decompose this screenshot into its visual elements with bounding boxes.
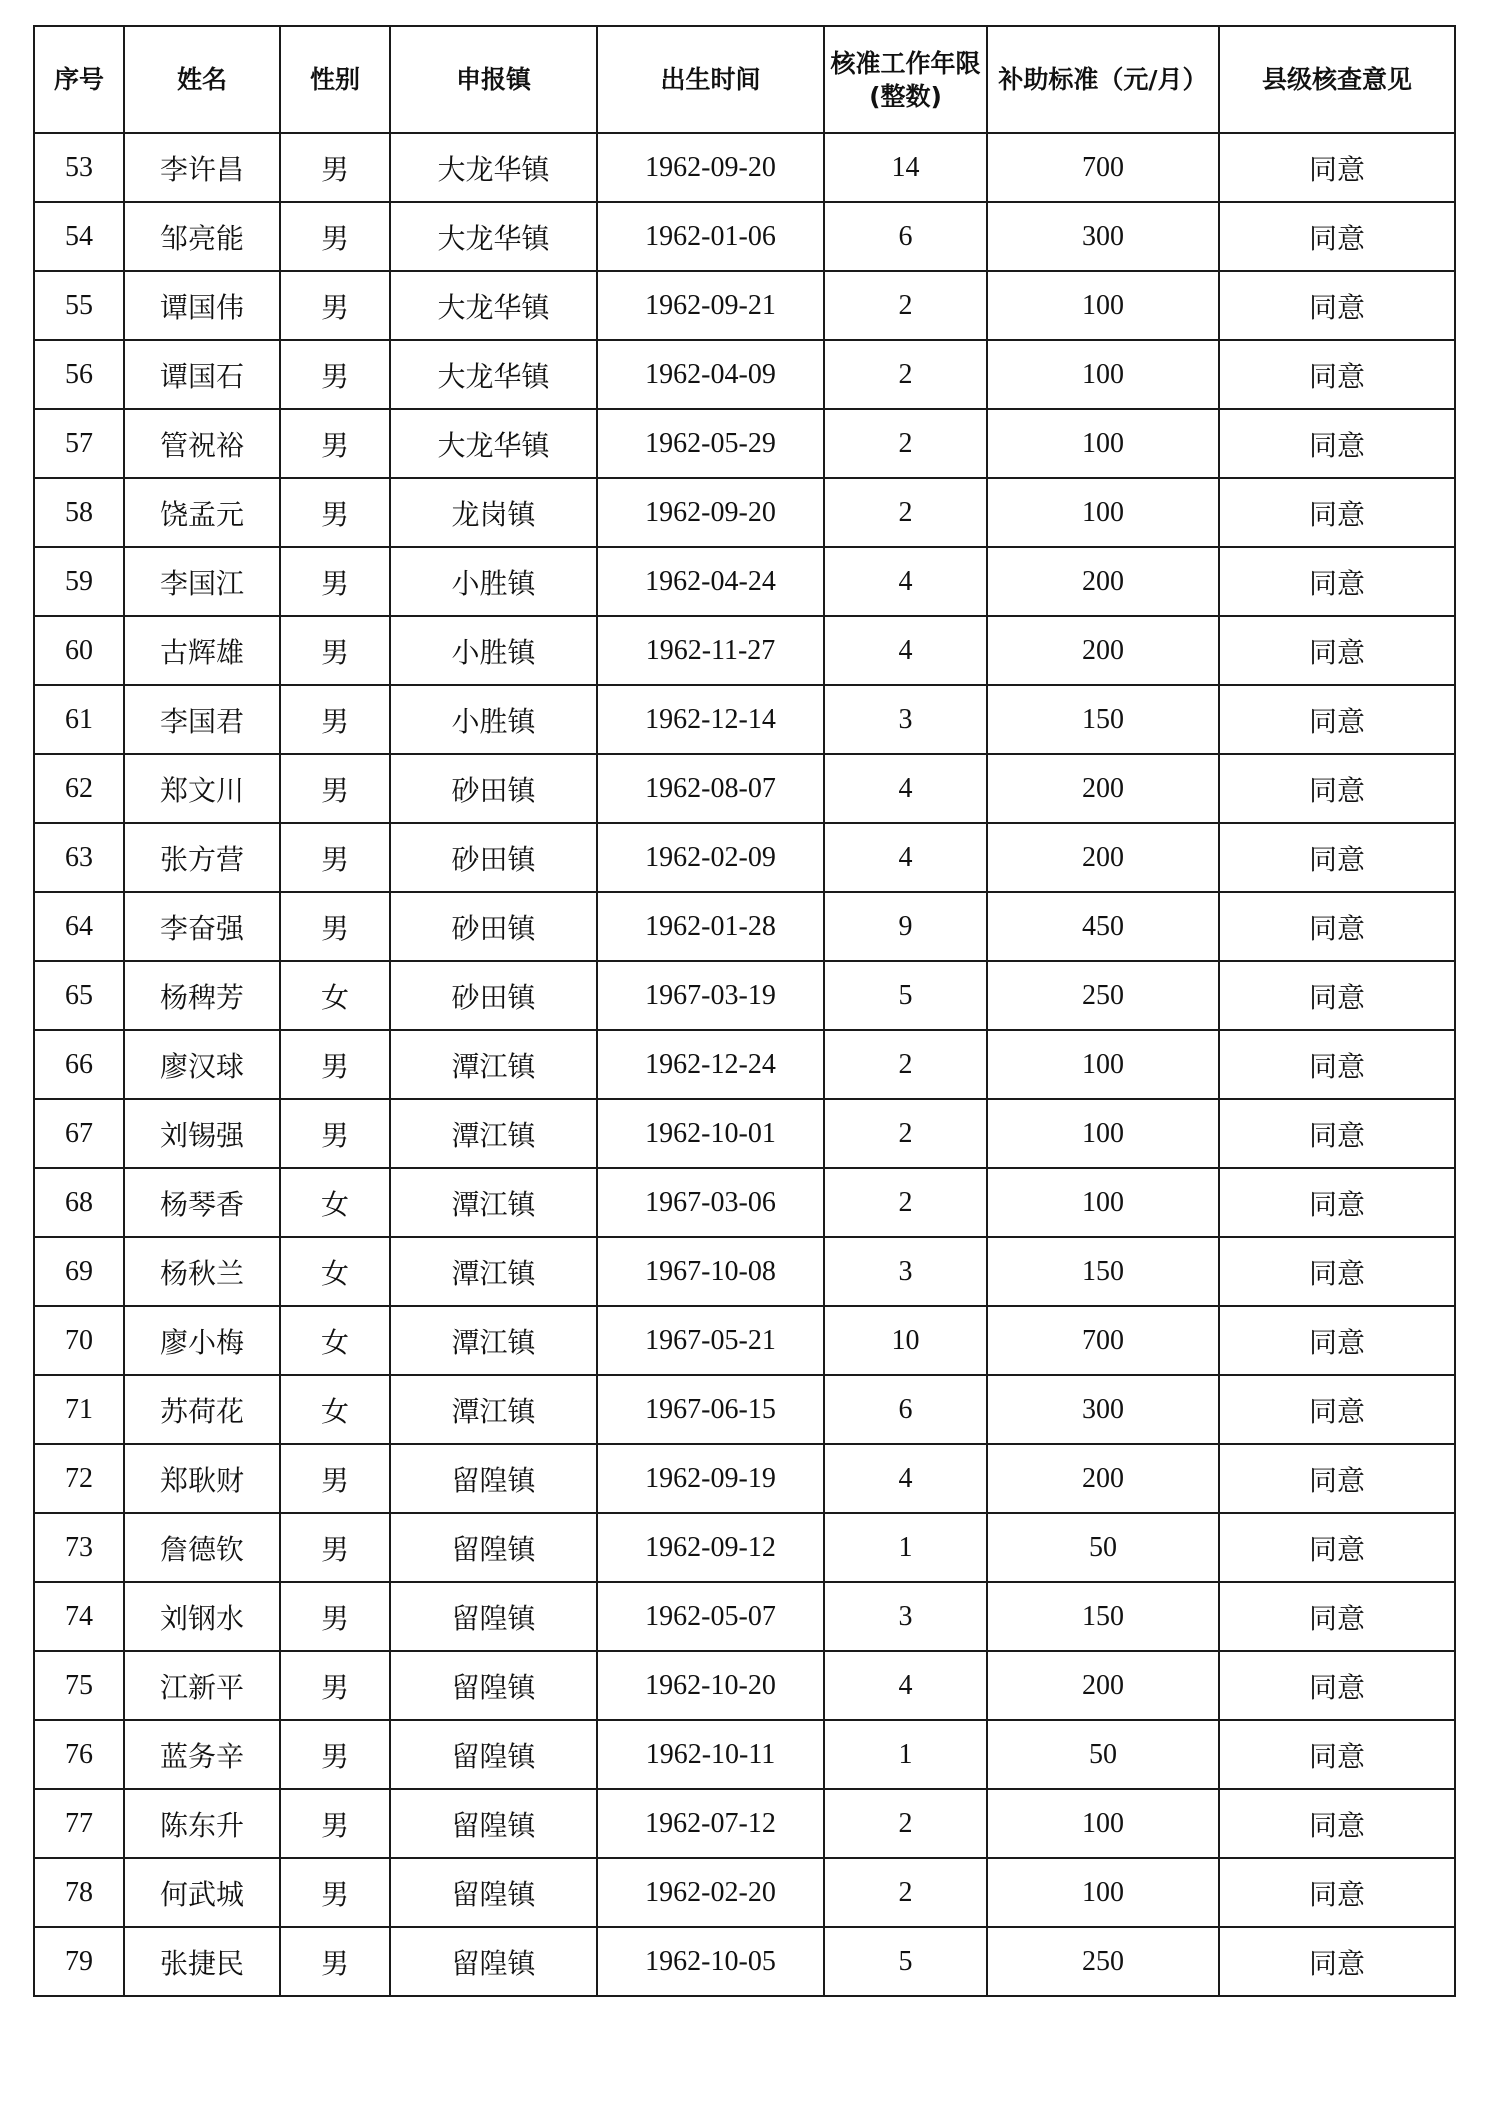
cell-gender: 男 — [280, 409, 390, 478]
cell-town: 龙岗镇 — [390, 478, 597, 547]
cell-work-years: 2 — [824, 1099, 987, 1168]
cell-serial-no: 79 — [34, 1927, 124, 1996]
cell-work-years: 2 — [824, 478, 987, 547]
cell-serial-no: 59 — [34, 547, 124, 616]
cell-work-years: 1 — [824, 1513, 987, 1582]
cell-county-review: 同意 — [1219, 754, 1455, 823]
cell-county-review: 同意 — [1219, 685, 1455, 754]
cell-serial-no: 77 — [34, 1789, 124, 1858]
cell-name: 谭国伟 — [124, 271, 280, 340]
cell-serial-no: 78 — [34, 1858, 124, 1927]
cell-work-years: 3 — [824, 685, 987, 754]
cell-name: 张捷民 — [124, 1927, 280, 1996]
cell-name: 陈东升 — [124, 1789, 280, 1858]
cell-serial-no: 66 — [34, 1030, 124, 1099]
cell-town: 留隍镇 — [390, 1651, 597, 1720]
cell-subsidy: 100 — [987, 340, 1219, 409]
cell-town: 潭江镇 — [390, 1099, 597, 1168]
cell-birth-date: 1962-02-20 — [597, 1858, 824, 1927]
header-birth-date: 出生时间 — [597, 26, 824, 133]
cell-subsidy: 450 — [987, 892, 1219, 961]
cell-name: 李许昌 — [124, 133, 280, 202]
cell-gender: 男 — [280, 478, 390, 547]
cell-subsidy: 100 — [987, 1168, 1219, 1237]
cell-gender: 男 — [280, 547, 390, 616]
cell-county-review: 同意 — [1219, 1513, 1455, 1582]
table-row — [34, 892, 1455, 961]
header-serial-no: 序号 — [34, 26, 124, 133]
cell-serial-no: 63 — [34, 823, 124, 892]
cell-work-years: 2 — [824, 409, 987, 478]
cell-town: 留隍镇 — [390, 1513, 597, 1582]
cell-name: 郑文川 — [124, 754, 280, 823]
cell-gender: 男 — [280, 1789, 390, 1858]
cell-gender: 男 — [280, 616, 390, 685]
cell-name: 廖小梅 — [124, 1306, 280, 1375]
cell-county-review: 同意 — [1219, 478, 1455, 547]
cell-birth-date: 1962-10-20 — [597, 1651, 824, 1720]
cell-name: 蓝务辛 — [124, 1720, 280, 1789]
table-row — [34, 133, 1455, 202]
cell-town: 小胜镇 — [390, 616, 597, 685]
cell-county-review: 同意 — [1219, 1720, 1455, 1789]
cell-name: 何武城 — [124, 1858, 280, 1927]
cell-gender: 男 — [280, 823, 390, 892]
cell-subsidy: 250 — [987, 1927, 1219, 1996]
cell-county-review: 同意 — [1219, 823, 1455, 892]
cell-town: 留隍镇 — [390, 1789, 597, 1858]
table-row — [34, 1651, 1455, 1720]
cell-town: 砂田镇 — [390, 892, 597, 961]
cell-birth-date: 1967-03-06 — [597, 1168, 824, 1237]
cell-county-review: 同意 — [1219, 1375, 1455, 1444]
cell-subsidy: 100 — [987, 478, 1219, 547]
cell-county-review: 同意 — [1219, 409, 1455, 478]
cell-town: 小胜镇 — [390, 547, 597, 616]
cell-work-years: 5 — [824, 1927, 987, 1996]
cell-name: 古辉雄 — [124, 616, 280, 685]
cell-birth-date: 1962-09-12 — [597, 1513, 824, 1582]
cell-serial-no: 62 — [34, 754, 124, 823]
table-row — [34, 1513, 1455, 1582]
cell-work-years: 14 — [824, 133, 987, 202]
cell-county-review: 同意 — [1219, 1582, 1455, 1651]
cell-name: 张方营 — [124, 823, 280, 892]
cell-birth-date: 1962-05-29 — [597, 409, 824, 478]
cell-subsidy: 100 — [987, 1789, 1219, 1858]
cell-county-review: 同意 — [1219, 1927, 1455, 1996]
cell-subsidy: 100 — [987, 1099, 1219, 1168]
cell-subsidy: 100 — [987, 1858, 1219, 1927]
cell-town: 大龙华镇 — [390, 202, 597, 271]
cell-birth-date: 1967-05-21 — [597, 1306, 824, 1375]
cell-subsidy: 200 — [987, 547, 1219, 616]
cell-county-review: 同意 — [1219, 1789, 1455, 1858]
cell-town: 潭江镇 — [390, 1237, 597, 1306]
cell-town: 大龙华镇 — [390, 133, 597, 202]
cell-town: 大龙华镇 — [390, 409, 597, 478]
cell-county-review: 同意 — [1219, 1030, 1455, 1099]
cell-name: 刘锡强 — [124, 1099, 280, 1168]
table-header — [34, 26, 1455, 133]
table-row — [34, 547, 1455, 616]
table-row — [34, 1858, 1455, 1927]
cell-birth-date: 1962-09-20 — [597, 133, 824, 202]
subsidy-roster-sheet — [33, 25, 1454, 1997]
cell-gender: 男 — [280, 271, 390, 340]
cell-county-review: 同意 — [1219, 1444, 1455, 1513]
subsidy-roster-table — [33, 25, 1456, 1997]
table-row — [34, 1582, 1455, 1651]
cell-work-years: 2 — [824, 1858, 987, 1927]
cell-birth-date: 1962-10-11 — [597, 1720, 824, 1789]
cell-work-years: 4 — [824, 616, 987, 685]
cell-birth-date: 1962-08-07 — [597, 754, 824, 823]
cell-subsidy: 50 — [987, 1513, 1219, 1582]
cell-subsidy: 200 — [987, 616, 1219, 685]
cell-birth-date: 1962-12-14 — [597, 685, 824, 754]
table-row — [34, 961, 1455, 1030]
cell-subsidy: 250 — [987, 961, 1219, 1030]
cell-gender: 男 — [280, 1858, 390, 1927]
cell-gender: 女 — [280, 961, 390, 1030]
cell-name: 杨秋兰 — [124, 1237, 280, 1306]
table-row — [34, 1720, 1455, 1789]
table-row — [34, 1237, 1455, 1306]
cell-subsidy: 100 — [987, 409, 1219, 478]
cell-work-years: 2 — [824, 271, 987, 340]
table-row — [34, 1306, 1455, 1375]
table-row — [34, 1444, 1455, 1513]
cell-subsidy: 50 — [987, 1720, 1219, 1789]
cell-subsidy: 700 — [987, 133, 1219, 202]
cell-county-review: 同意 — [1219, 1306, 1455, 1375]
cell-gender: 女 — [280, 1375, 390, 1444]
cell-gender: 男 — [280, 754, 390, 823]
cell-birth-date: 1962-07-12 — [597, 1789, 824, 1858]
cell-work-years: 5 — [824, 961, 987, 1030]
cell-name: 李奋强 — [124, 892, 280, 961]
header-row — [34, 26, 1455, 133]
cell-serial-no: 74 — [34, 1582, 124, 1651]
table-row — [34, 685, 1455, 754]
cell-birth-date: 1962-09-20 — [597, 478, 824, 547]
table-row — [34, 1375, 1455, 1444]
cell-town: 大龙华镇 — [390, 271, 597, 340]
cell-county-review: 同意 — [1219, 1651, 1455, 1720]
cell-serial-no: 57 — [34, 409, 124, 478]
cell-gender: 男 — [280, 1927, 390, 1996]
cell-serial-no: 55 — [34, 271, 124, 340]
cell-work-years: 10 — [824, 1306, 987, 1375]
cell-serial-no: 60 — [34, 616, 124, 685]
cell-serial-no: 67 — [34, 1099, 124, 1168]
cell-name: 刘钢水 — [124, 1582, 280, 1651]
cell-name: 管祝裕 — [124, 409, 280, 478]
cell-birth-date: 1967-06-15 — [597, 1375, 824, 1444]
cell-town: 潭江镇 — [390, 1306, 597, 1375]
cell-serial-no: 70 — [34, 1306, 124, 1375]
cell-work-years: 4 — [824, 754, 987, 823]
cell-town: 潭江镇 — [390, 1168, 597, 1237]
cell-birth-date: 1962-12-24 — [597, 1030, 824, 1099]
cell-county-review: 同意 — [1219, 547, 1455, 616]
cell-work-years: 2 — [824, 1030, 987, 1099]
cell-serial-no: 73 — [34, 1513, 124, 1582]
cell-subsidy: 100 — [987, 271, 1219, 340]
cell-name: 郑耿财 — [124, 1444, 280, 1513]
cell-birth-date: 1962-09-21 — [597, 271, 824, 340]
cell-county-review: 同意 — [1219, 616, 1455, 685]
table-row — [34, 616, 1455, 685]
cell-gender: 男 — [280, 340, 390, 409]
cell-county-review: 同意 — [1219, 340, 1455, 409]
cell-birth-date: 1962-01-06 — [597, 202, 824, 271]
cell-county-review: 同意 — [1219, 1168, 1455, 1237]
cell-gender: 男 — [280, 1099, 390, 1168]
table-row — [34, 823, 1455, 892]
table-row — [34, 340, 1455, 409]
table-row — [34, 1927, 1455, 1996]
cell-county-review: 同意 — [1219, 133, 1455, 202]
cell-gender: 女 — [280, 1237, 390, 1306]
cell-serial-no: 65 — [34, 961, 124, 1030]
cell-work-years: 4 — [824, 823, 987, 892]
cell-gender: 男 — [280, 202, 390, 271]
cell-county-review: 同意 — [1219, 202, 1455, 271]
cell-subsidy: 150 — [987, 685, 1219, 754]
cell-serial-no: 68 — [34, 1168, 124, 1237]
cell-work-years: 6 — [824, 1375, 987, 1444]
cell-work-years: 6 — [824, 202, 987, 271]
cell-birth-date: 1967-10-08 — [597, 1237, 824, 1306]
cell-gender: 男 — [280, 1720, 390, 1789]
cell-name: 詹德钦 — [124, 1513, 280, 1582]
header-subsidy: 补助标准（元/月） — [987, 26, 1219, 133]
table-row — [34, 1030, 1455, 1099]
table-row — [34, 1099, 1455, 1168]
cell-town: 留隍镇 — [390, 1720, 597, 1789]
cell-name: 饶孟元 — [124, 478, 280, 547]
cell-town: 潭江镇 — [390, 1030, 597, 1099]
cell-birth-date: 1962-04-24 — [597, 547, 824, 616]
cell-serial-no: 61 — [34, 685, 124, 754]
cell-name: 邹亮能 — [124, 202, 280, 271]
header-county-review: 县级核查意见 — [1219, 26, 1455, 133]
table-row — [34, 202, 1455, 271]
table-row — [34, 478, 1455, 547]
cell-county-review: 同意 — [1219, 271, 1455, 340]
cell-town: 砂田镇 — [390, 754, 597, 823]
cell-birth-date: 1962-02-09 — [597, 823, 824, 892]
cell-subsidy: 700 — [987, 1306, 1219, 1375]
cell-gender: 男 — [280, 133, 390, 202]
cell-work-years: 2 — [824, 340, 987, 409]
cell-serial-no: 71 — [34, 1375, 124, 1444]
cell-name: 李国君 — [124, 685, 280, 754]
cell-work-years: 3 — [824, 1237, 987, 1306]
cell-serial-no: 75 — [34, 1651, 124, 1720]
cell-serial-no: 54 — [34, 202, 124, 271]
cell-town: 砂田镇 — [390, 961, 597, 1030]
cell-name: 廖汉球 — [124, 1030, 280, 1099]
cell-subsidy: 300 — [987, 202, 1219, 271]
cell-county-review: 同意 — [1219, 1237, 1455, 1306]
cell-town: 大龙华镇 — [390, 340, 597, 409]
cell-birth-date: 1962-01-28 — [597, 892, 824, 961]
cell-birth-date: 1962-09-19 — [597, 1444, 824, 1513]
header-town: 申报镇 — [390, 26, 597, 133]
cell-town: 留隍镇 — [390, 1444, 597, 1513]
cell-serial-no: 69 — [34, 1237, 124, 1306]
cell-serial-no: 53 — [34, 133, 124, 202]
header-gender: 性别 — [280, 26, 390, 133]
table-row — [34, 1789, 1455, 1858]
cell-subsidy: 200 — [987, 1651, 1219, 1720]
table-row — [34, 1168, 1455, 1237]
cell-gender: 男 — [280, 1444, 390, 1513]
cell-serial-no: 64 — [34, 892, 124, 961]
header-name: 姓名 — [124, 26, 280, 133]
cell-name: 谭国石 — [124, 340, 280, 409]
cell-serial-no: 76 — [34, 1720, 124, 1789]
cell-gender: 男 — [280, 1030, 390, 1099]
cell-birth-date: 1962-10-05 — [597, 1927, 824, 1996]
cell-town: 小胜镇 — [390, 685, 597, 754]
cell-birth-date: 1962-11-27 — [597, 616, 824, 685]
cell-county-review: 同意 — [1219, 1099, 1455, 1168]
cell-county-review: 同意 — [1219, 961, 1455, 1030]
cell-gender: 男 — [280, 892, 390, 961]
cell-town: 砂田镇 — [390, 823, 597, 892]
cell-birth-date: 1962-10-01 — [597, 1099, 824, 1168]
cell-serial-no: 56 — [34, 340, 124, 409]
cell-serial-no: 58 — [34, 478, 124, 547]
cell-town: 留隍镇 — [390, 1927, 597, 1996]
cell-serial-no: 72 — [34, 1444, 124, 1513]
cell-work-years: 9 — [824, 892, 987, 961]
cell-town: 潭江镇 — [390, 1375, 597, 1444]
cell-gender: 男 — [280, 685, 390, 754]
cell-name: 杨稗芳 — [124, 961, 280, 1030]
cell-county-review: 同意 — [1219, 1858, 1455, 1927]
cell-name: 杨琴香 — [124, 1168, 280, 1237]
cell-work-years: 1 — [824, 1720, 987, 1789]
table-row — [34, 754, 1455, 823]
cell-subsidy: 200 — [987, 823, 1219, 892]
cell-work-years: 4 — [824, 547, 987, 616]
cell-work-years: 3 — [824, 1582, 987, 1651]
cell-subsidy: 150 — [987, 1237, 1219, 1306]
header-work-years: 核准工作年限(整数) — [824, 26, 987, 133]
cell-name: 江新平 — [124, 1651, 280, 1720]
cell-gender: 女 — [280, 1306, 390, 1375]
table-row — [34, 409, 1455, 478]
cell-work-years: 4 — [824, 1651, 987, 1720]
cell-subsidy: 150 — [987, 1582, 1219, 1651]
cell-name: 苏荷花 — [124, 1375, 280, 1444]
cell-subsidy: 200 — [987, 754, 1219, 823]
cell-work-years: 4 — [824, 1444, 987, 1513]
cell-name: 李国江 — [124, 547, 280, 616]
cell-work-years: 2 — [824, 1789, 987, 1858]
cell-subsidy: 200 — [987, 1444, 1219, 1513]
table-body — [34, 133, 1455, 1996]
cell-birth-date: 1962-05-07 — [597, 1582, 824, 1651]
cell-gender: 男 — [280, 1651, 390, 1720]
cell-birth-date: 1962-04-09 — [597, 340, 824, 409]
cell-subsidy: 100 — [987, 1030, 1219, 1099]
cell-gender: 男 — [280, 1513, 390, 1582]
cell-subsidy: 300 — [987, 1375, 1219, 1444]
cell-town: 留隍镇 — [390, 1582, 597, 1651]
cell-birth-date: 1967-03-19 — [597, 961, 824, 1030]
cell-gender: 男 — [280, 1582, 390, 1651]
cell-gender: 女 — [280, 1168, 390, 1237]
cell-county-review: 同意 — [1219, 892, 1455, 961]
cell-work-years: 2 — [824, 1168, 987, 1237]
table-row — [34, 271, 1455, 340]
cell-town: 留隍镇 — [390, 1858, 597, 1927]
